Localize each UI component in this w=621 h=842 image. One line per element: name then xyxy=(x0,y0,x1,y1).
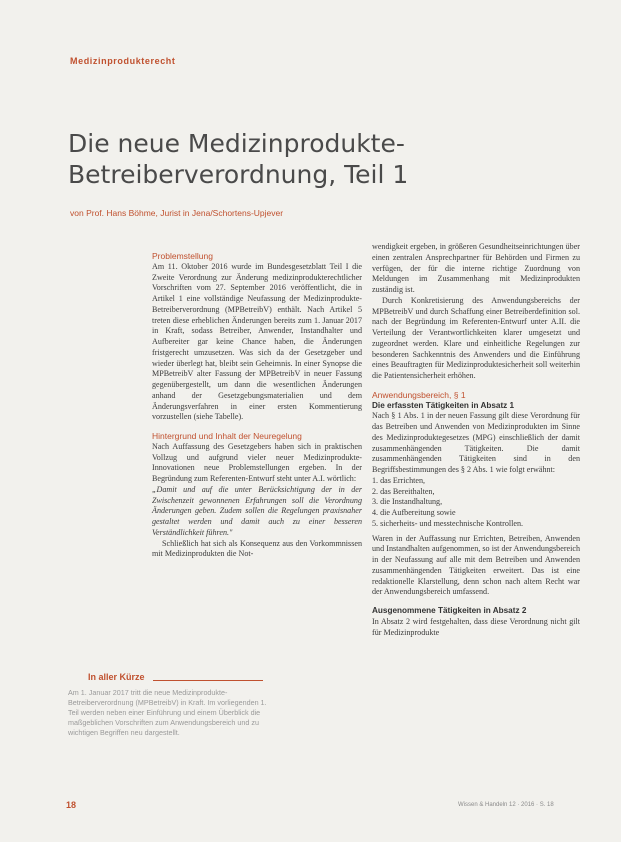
title-line-2: Betreiberverordnung, Teil 1 xyxy=(68,160,409,189)
problem-paragraph: Am 11. Oktober 2016 wurde im Bundesgesetzblatt Teil I die Zweite Verordnung zur Änderung medizinprodukterechtlicher Vorschriften vom 27. September 2016 veröffentlicht, die in Artikel 1 eine vollständige Neufassung der Medizinprodukte-Betreiberverordnung (MPBetreibV) enthält. Nach Artikel 5 treten diese erheblichen Änderungen bereits zum 1. Januar 2017 in Kraft, sodass Betreiber, Anwender, Instandhalter und Aufbereiter gar keine Chance haben, die Änderungen fristgerecht umzusetzen. Was sich da der Gesetzgeber und wieder überlegt hat, bleibt sein Geheimnis. In einer Synopse die MPBetreibV alter Fassung der MPBetreibV in neuer Fassung gegenübergestellt, um dann die wesentlichen Änderungen anhand der Gesetzgebungsmaterialien und dem Änderungsverfahren in einer ersten Kommentierung vorzustellen (siehe Tabelle). xyxy=(152,261,362,422)
list-item: 3. die Instandhaltung, xyxy=(372,497,443,507)
after-quote-paragraph: Schließlich hat sich als Konsequenz aus den Vorkommnissen mit Medizinprodukten die Not- xyxy=(152,538,362,559)
article-title xyxy=(68,128,488,190)
section-label: Medizinprodukterecht xyxy=(70,56,176,66)
activities-heading: Die erfassten Tätigkeiten in Absatz 1 xyxy=(372,400,515,410)
summary-box xyxy=(68,672,278,738)
background-heading: Hintergrund und Inhalt der Neuregelung xyxy=(152,431,302,441)
title-line-1: Die neue Medizinprodukte- xyxy=(68,129,405,158)
page-number: 18 xyxy=(66,800,77,810)
author-byline: von Prof. Hans Böhme, Jurist in Jena/Schortens-Upjever xyxy=(70,208,284,218)
activities-paragraph: Nach § 1 Abs. 1 in der neuen Fassung gilt diese Verordnung für das Betreiben und Anwenden von Medizinprodukten im Sinne des Medizinproduktegesetzes (MPG) einschließlich der damit zusammenhängenden Tätigkeiten. Die damit zusammenhängenden Tätigkeiten sind in den Begriffsbestimmungen des § 2 Abs. 1 wie folgt erwähnt: xyxy=(372,411,580,474)
concretization-paragraph: Durch Konkretisierung des Anwendungsbereichs der MPBetreibV und durch Schaffung einer Betreiberdefinition sol. nach der Begründung im Referenten-Entwurf unter A.II. die Verteilung der Verantwortlichkeiten klarer umgesetzt und zugeordnet werden. Klare und einheitliche Regelungen zur besonderen Sachkenntnis des Anwenders und die Einführung eines Beauftragten für Medizinproduktesicherheit soll weiterhin die Patientensicherheit erhöhen. xyxy=(372,295,580,380)
list-item: 5. sicherheits- und messtechnische Kontrollen. xyxy=(372,518,524,528)
excluded-heading: Ausgenommene Tätigkeiten in Absatz 2 xyxy=(372,606,527,615)
list-item: 1. das Errichten, xyxy=(372,475,426,485)
list-item: 4. die Aufbereitung sowie xyxy=(372,508,456,517)
summary-rule xyxy=(153,680,263,681)
left-column xyxy=(152,251,362,560)
after-list-paragraph: Waren in der Auffassung nur Errichten, Betreiben, Anwenden und Instandhalten aufgenommen, so ist der Anwendungsbereich in der Neufassung auf alle mit dem Betreiben und Anwenden zusammenhängenden Tätigkeiten erweitert. Das ist eine redaktionelle Klarstellung, denn schon nach altem Recht war der Anwendungsbereich umfassend. xyxy=(372,533,580,597)
scope-heading: Anwendungsbereich, § 1 xyxy=(372,389,466,400)
journal-footer: Wissen & Handeln 12 · 2016 · S. 18 xyxy=(458,802,554,808)
background-paragraph: Nach Auffassung des Gesetzgebers haben sich in praktischen Vollzug und aufgrund vieler neuer Medizinprodukte-Innovationen neue Problemstellungen ergeben. In der Begründung zum Referenten-Entwurf steht unter A.I. wörtlich: xyxy=(152,441,362,483)
intro-paragraph: wendigkeit ergeben, in größeren Gesundheitseinrichtungen über einen zentralen Ansprechpartner für Behörden und Firmen zu verfügen, der für die interne richtige Zuordnung von Meldungen im Zusammenhang mit Medizinprodukten zuständig ist. xyxy=(372,242,580,294)
list-item: 2. das Bereithalten, xyxy=(372,486,435,496)
summary-text: Am 1. Januar 2017 tritt die neue Medizinprodukte-Betreiberverordnung (MPBetreibV) in Kraft. Im vorliegenden 1. Teil werden neben einer Einführung und einem Überblick die maßgeblichen Vorschriften zum Anwendungsbereich und zu wichtigen Begriffen neu dargestellt. xyxy=(68,688,267,737)
excluded-paragraph: In Absatz 2 wird festgehalten, dass diese Verordnung nicht gilt für Medizinprodukte xyxy=(372,616,580,637)
activities-list xyxy=(372,476,580,530)
problem-heading: Problemstellung xyxy=(152,251,213,261)
right-column xyxy=(372,242,580,638)
summary-title: In aller Kürze xyxy=(88,672,145,682)
quote-paragraph: „Damit und auf die unter Berücksichtigung der in der Zwischenzeit gewonnenen Erfahrungen soll die Verordnung Änderungen geben. Zudem sollen die Regelungen praxisnaher gestaltet werden und damit auch zu einer besseren Verständlichkeit führen." xyxy=(152,484,362,537)
